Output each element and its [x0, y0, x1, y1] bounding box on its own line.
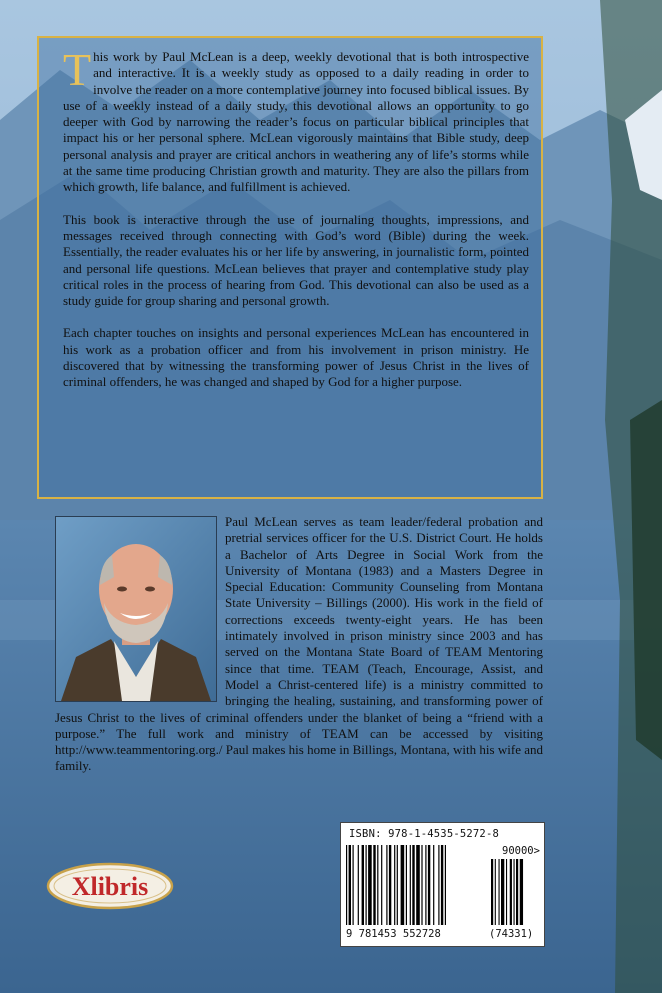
photo-spacer — [55, 514, 215, 700]
isbn-label: ISBN: 978-1-4535-5272-8 — [349, 828, 499, 840]
price-code: 90000> — [502, 845, 540, 857]
author-bio — [55, 514, 543, 775]
barcode-digits: 9 781453 552728 — [346, 928, 441, 940]
addon-digits: (74331) — [489, 928, 534, 940]
author-bio-text: Paul McLean serves as team leader/federal probation and pretrial services officer for the U.S. District Court. He holds a Bachelor of Arts Degree in Social Work from the University of Montana (1983) and a Masters Degree in Special Education: Community Counseling from Montana State University – Billings (2000). His work in the field of corrections exceeds twenty-eight years. He has been intimately involved in prison ministry since 2003 and has served on the Montana State Board of TEAM Mentoring since that time. TEAM (Teach, Encourage, Assist, and Model a Christ-centered life) is a ministry committed to bringing the healing, sustaining, and transforming power of Jesus Christ to the lives of criminal offenders under the blanket of being a “friend with a purpose.” The full work and ministry of TEAM can be accessed by visiting http://www.teammentoring.org./ Paul makes his home in Billings, Montana, with his wife and family. — [55, 514, 543, 774]
drop-cap: T — [63, 44, 92, 95]
description-box — [37, 36, 543, 499]
blurb-paragraph-1-text: his work by Paul McLean is a deep, weekly devotional that is both introspective and interactive. It is a weekly study as opposed to a daily reading in order to involve the reader on a more contemplative journey into focused biblical issues. By use of a weekly instead of a daily study, this devotional allows an opportunity to go deeper with God by narrowing the reader’s focus on particular biblical principles that impact his or her personal sphere. McLean vigorously maintains that Bible study, deep personal analysis and prayer are critical anchors in weathering any of life’s storms while at the same time producing Christian growth and maturity. They are also the pillars from which growth, life balance, and fulfillment is achieved. — [63, 49, 529, 195]
isbn-barcode — [340, 822, 545, 947]
xlibris-logo — [44, 860, 176, 912]
blurb-paragraph-2: This book is interactive through the use of journaling thoughts, impressions, and messages received through connecting with God’s word (Bible) during the week. Essentially, the reader evaluates his or her life by answering, in journalistic form, pointed and personal life questions. McLean believes that prayer and contemplative study play critical roles in the process of hearing from God. This devotional can also be used as a study guide for group sharing and personal growth. — [63, 211, 529, 309]
blurb-paragraph-3: Each chapter touches on insights and personal experiences McLean has encountered in his work as a probation officer and from his involvement in prison ministry. He discovered that by witnessing the transforming power of Jesus Christ in the lives of criminal offenders, he was changed and shaped by God for a higher purpose. — [63, 325, 529, 390]
logo-text: Xlibris — [71, 872, 149, 901]
blurb-paragraph-1 — [63, 44, 529, 196]
